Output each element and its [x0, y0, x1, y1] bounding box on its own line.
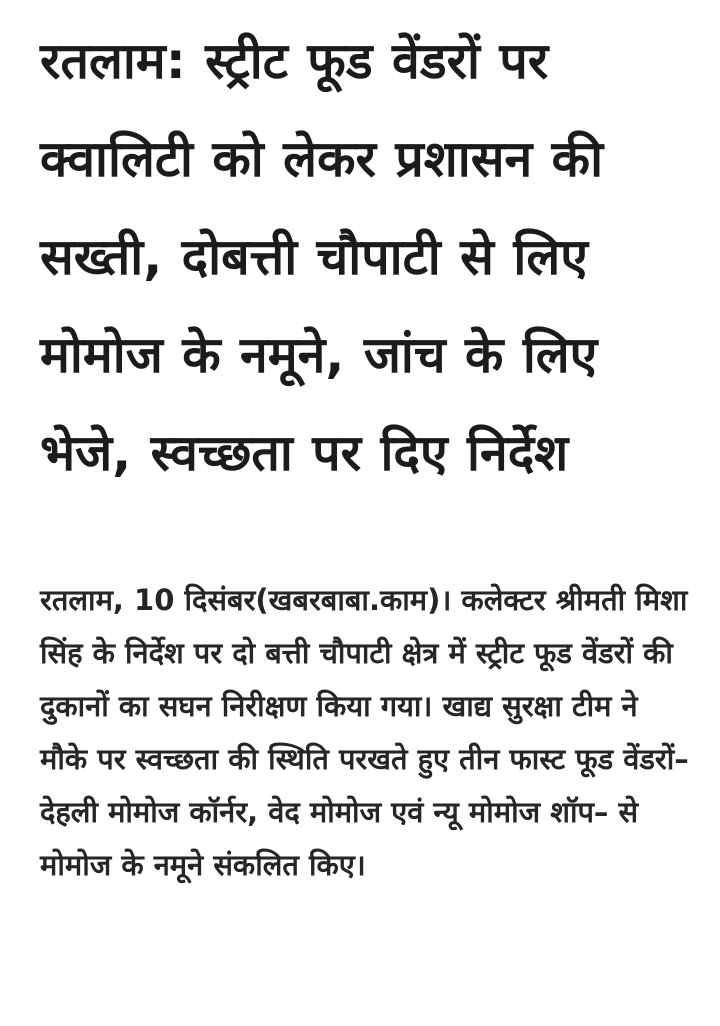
article-headline: रतलाम: स्ट्रीट फूड वेंडरों पर क्वालिटी को लेकर प्रशासन की सख्ती, दोबत्ती चौपाटी से लिए मोमोज के नमूने, जांच के लिए भेजे, स्वच्छता पर दिए निर्देश — [40, 32, 604, 482]
article-body: रतलाम, 10 दिसंबर(खबरबाबा.काम)। कलेक्टर श्रीमती मिशा सिंह के निर्देश पर दो बत्ती चौपाटी क्षेत्र में स्ट्रीट फूड वेंडरों की दुकानों का सघन निरीक्षण किया गया। खाद्य सुरक्षा टीम ने मौके पर स्वच्छता की स्थिति परखते हुए तीन फास्ट फूड वेंडरों– देहली मोमोज कॉर्नर, वेद मोमोज एवं न्यू मोमोज शॉप– से मोमोज के नमूने संकलित किए। — [40, 583, 689, 882]
news-article — [40, 12, 690, 892]
